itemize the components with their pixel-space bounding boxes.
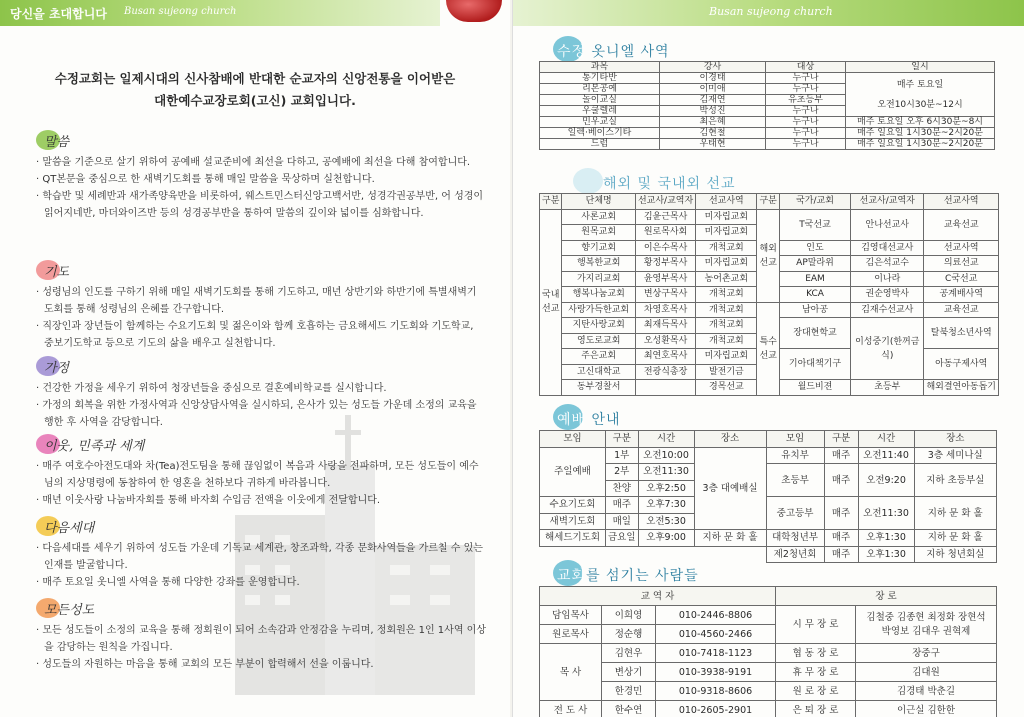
table-cell: 오전11:40 bbox=[858, 447, 914, 464]
table-cell: 010-3938-9191 bbox=[656, 663, 776, 682]
left-page bbox=[0, 0, 510, 717]
section-title: 기도 bbox=[44, 265, 70, 280]
column-header: 과목 bbox=[540, 62, 660, 73]
table-cell: 향기교회 bbox=[562, 240, 636, 256]
table-cell bbox=[856, 606, 997, 644]
table-cell: 매주 bbox=[824, 447, 858, 464]
table-cell: 교육선교 bbox=[924, 302, 999, 318]
table-cell: 인도 bbox=[779, 240, 850, 256]
table-cell: 일렉·베이스기타 bbox=[540, 128, 660, 139]
table-cell: 김대원 bbox=[856, 663, 997, 682]
table-cell: 윤영부목사 bbox=[635, 271, 695, 287]
table-cell: 초등부 bbox=[851, 380, 924, 396]
table-cell: 의료선교 bbox=[924, 256, 999, 272]
list-item: · QT본문을 중심으로 한 새벽기도회를 통해 매일 말씀을 묵상하며 실천합니다. bbox=[36, 171, 486, 188]
table-row bbox=[540, 497, 997, 514]
table-cell: 김영대선교사 bbox=[851, 240, 924, 256]
table-cell: 사랑가득한교회 bbox=[562, 302, 636, 318]
table-cell: 매주 bbox=[824, 464, 858, 497]
table-row bbox=[540, 117, 995, 128]
table-cell: 행복한교회 bbox=[562, 256, 636, 272]
section-word bbox=[36, 128, 486, 222]
section-title: 가정 bbox=[44, 361, 70, 376]
table-cell: 지하 청년회실 bbox=[914, 546, 996, 563]
table-cell: 기아대책기구 bbox=[779, 349, 850, 380]
table-cell: 김은석교수 bbox=[851, 256, 924, 272]
right-header-script: Busan sujeong church bbox=[709, 5, 833, 18]
table-cell: 해외결연아동돕기 bbox=[924, 380, 999, 396]
table-cell: 오후7:30 bbox=[638, 497, 694, 514]
table-row bbox=[540, 530, 997, 547]
table-cell: 리본공예 bbox=[540, 84, 660, 95]
table-cell: 오전9:20 bbox=[858, 464, 914, 497]
section-family bbox=[36, 354, 486, 431]
left-header-band bbox=[0, 0, 440, 26]
table-cell: 3층 대예배실 bbox=[694, 447, 766, 530]
elder-names: 김철중 김종현 최정화 장현석 bbox=[866, 611, 986, 623]
table-cell: 드럼 bbox=[540, 139, 660, 150]
table-cell: 중고등부 bbox=[766, 497, 824, 530]
table-cell: 휴 무 장 로 bbox=[776, 663, 856, 682]
column-header: 일시 bbox=[846, 62, 995, 73]
table-cell: 사론교회 bbox=[562, 209, 636, 225]
table-cell: 찬양 bbox=[606, 480, 639, 497]
table-cell: 발전기금 bbox=[696, 364, 757, 380]
column-header: 모임 bbox=[540, 431, 606, 448]
table-cell: 새벽기도회 bbox=[540, 513, 606, 530]
table-cell: 김경태 박춘길 bbox=[856, 682, 997, 701]
table-cell: 김현철 bbox=[660, 128, 766, 139]
table-cell: 미자립교회 bbox=[696, 256, 757, 272]
list-item: · 학습반 및 세례반과 새가족양육반을 비롯하여, 웨스트민스터신앙고백서반, 성경각권공부반, 어 성경이 읽어지네반, 마더와이즈반 등의 성경공부반을 통하여 말씀의 깊이와 넓이를 심화합니다. bbox=[36, 188, 486, 222]
table-row bbox=[540, 464, 997, 481]
table-cell: 아동구제사역 bbox=[924, 349, 999, 380]
heading-text: 해외 및 국내외 선교 bbox=[603, 176, 736, 192]
table-cell: 담임목사 bbox=[540, 606, 602, 625]
table-cell: 박성진 bbox=[660, 106, 766, 117]
table-cell: 2부 bbox=[606, 464, 639, 481]
column-header: 교 역 자 bbox=[540, 587, 776, 606]
special-label: 특수선교 bbox=[757, 302, 779, 395]
right-page bbox=[512, 0, 1024, 717]
list-item: · 말씀을 기준으로 살기 위하여 공예배 설교준비에 최선을 다하고, 공예배에 최선을 다해 참여합니다. bbox=[36, 154, 486, 171]
table-cell: 수요기도회 bbox=[540, 497, 606, 514]
table-cell: 농어촌교회 bbox=[696, 271, 757, 287]
column-header: 시간 bbox=[638, 431, 694, 448]
table-cell: 장중구 bbox=[856, 644, 997, 663]
table-cell: 유치부 bbox=[766, 447, 824, 464]
table-cell: 이성중기(한꺼금식) bbox=[851, 318, 924, 380]
table-cell: 협 동 장 로 bbox=[776, 644, 856, 663]
table-cell: 개척교회 bbox=[696, 302, 757, 318]
table-cell: 대학청년부 bbox=[766, 530, 824, 547]
table-cell: 누구나 bbox=[766, 128, 846, 139]
table-cell: 제2청년회 bbox=[766, 546, 824, 563]
heading-prefix: 수정 bbox=[557, 44, 587, 60]
section-all-members bbox=[36, 596, 486, 673]
list-item: · 모든 성도들이 소정의 교육을 통해 정회원이 되어 소속감과 안정감을 누리며, 정회원은 1인 1사역 이상을 감당하는 원칙을 가집니다. bbox=[36, 622, 486, 656]
table-cell: 누구나 bbox=[766, 106, 846, 117]
table-cell: 010-4560-2466 bbox=[656, 625, 776, 644]
table-row bbox=[540, 128, 995, 139]
table-cell: 선교사역 bbox=[924, 240, 999, 256]
schedule-line: 오전10시30분~12시 bbox=[877, 99, 963, 110]
list-item: · 건강한 가정을 세우기 위하여 청장년들을 중심으로 결혼예비학교를 실시합니다. bbox=[36, 380, 486, 397]
column-header: 국가/교회 bbox=[779, 194, 850, 210]
table-row bbox=[540, 606, 997, 625]
table-cell: 원목교회 bbox=[562, 225, 636, 241]
table-cell: 김현우 bbox=[602, 644, 656, 663]
table-cell: 해세드기도회 bbox=[540, 530, 606, 547]
table-cell: 원로목사회 bbox=[635, 225, 695, 241]
section-prayer bbox=[36, 258, 486, 352]
table-cell: 010-2605-2901 bbox=[656, 701, 776, 717]
elder-names: 박영보 김대우 권혁제 bbox=[881, 625, 971, 637]
table-cell: T국선교 bbox=[779, 209, 850, 240]
table-cell: 한경민 bbox=[602, 682, 656, 701]
overseas-label: 해외선교 bbox=[757, 209, 779, 302]
table-cell: 미자립교회 bbox=[696, 349, 757, 365]
list-item: · 직장인과 장년들이 함께하는 수요기도회 및 젊은이와 함께 호흡하는 금요해세드 기도회와 기도학교, 중보기도학교 등으로 기도의 삶을 배우고 실천합니다. bbox=[36, 318, 486, 352]
table-cell: 가지리교회 bbox=[562, 271, 636, 287]
column-header: 구분 bbox=[540, 194, 562, 210]
table-cell: 개척교회 bbox=[696, 240, 757, 256]
table-cell: 변상기 bbox=[602, 663, 656, 682]
table-cell: 최은혜 bbox=[660, 117, 766, 128]
list-item: · 다음세대를 세우기 위하여 성도들 가운데 기독교 세계관, 창조과학, 각종 문화사역들을 가르칠 수 있는 인재를 발굴합니다. bbox=[36, 540, 486, 574]
table-cell: 지하 초등부실 bbox=[914, 464, 996, 497]
table-cell: 이희영 bbox=[602, 606, 656, 625]
table-cell: 김윤근목사 bbox=[635, 209, 695, 225]
table-cell: 은 퇴 장 로 bbox=[776, 701, 856, 717]
table-cell: 매주 일요일 1시30분~2시20분 bbox=[846, 128, 995, 139]
table-cell: 누구나 bbox=[766, 139, 846, 150]
table-cell: 경목선교 bbox=[696, 380, 757, 396]
missions-table bbox=[539, 193, 999, 396]
table-row bbox=[540, 139, 995, 150]
intro-statement bbox=[30, 68, 480, 112]
table-cell: 미자립교회 bbox=[696, 209, 757, 225]
heading-prefix: 예배 bbox=[557, 412, 587, 428]
table-cell: 민우교실 bbox=[540, 117, 660, 128]
table-cell: 변상구목사 bbox=[635, 287, 695, 303]
schedule-saturday bbox=[846, 73, 995, 117]
table-cell: 초등부 bbox=[766, 464, 824, 497]
table-cell: 오성환목사 bbox=[635, 333, 695, 349]
list-item: · 매주 토요일 옷니엘 사역을 통해 다양한 강좌를 운영합니다. bbox=[36, 574, 486, 591]
table-cell: 고신대학교 bbox=[562, 364, 636, 380]
table-cell: 공계배사역 bbox=[924, 287, 999, 303]
table-cell: 주은교회 bbox=[562, 349, 636, 365]
heading-prefix: 교회 bbox=[557, 568, 587, 584]
table-row bbox=[540, 546, 997, 563]
table-cell: 김재수선교사 bbox=[851, 302, 924, 318]
table-cell: AP말라위 bbox=[779, 256, 850, 272]
column-header: 모임 bbox=[766, 431, 824, 448]
list-item: · 성도들의 자원하는 마음을 통해 교회의 모든 부분이 합력해서 선을 이룹니다. bbox=[36, 656, 486, 673]
column-header: 선교사/교역자 bbox=[635, 194, 695, 210]
column-header: 장소 bbox=[694, 431, 766, 448]
right-header-band bbox=[513, 0, 1024, 26]
column-header: 선교사/교역자 bbox=[851, 194, 924, 210]
table-cell: 개척교회 bbox=[696, 333, 757, 349]
table-cell: 주일예배 bbox=[540, 447, 606, 497]
column-header: 강사 bbox=[660, 62, 766, 73]
table-row bbox=[540, 73, 995, 84]
table-cell: 개척교회 bbox=[696, 318, 757, 334]
table-cell: 지탄사랑교회 bbox=[562, 318, 636, 334]
table-cell: 오전11:30 bbox=[858, 497, 914, 530]
column-header: 구분 bbox=[757, 194, 779, 210]
section-neighbors bbox=[36, 432, 486, 509]
heading-text: 옷니엘 사역 bbox=[591, 44, 670, 60]
table-cell: 남아공 bbox=[779, 302, 850, 318]
table-cell bbox=[635, 380, 695, 396]
table-cell: 금요일 bbox=[606, 530, 639, 547]
table-cell: 지하 문 화 홀 bbox=[914, 530, 996, 547]
table-cell: 오후2:50 bbox=[638, 480, 694, 497]
table-cell: 원 로 장 로 bbox=[776, 682, 856, 701]
column-header: 단체명 bbox=[562, 194, 636, 210]
table-cell: KCA bbox=[779, 287, 850, 303]
table-cell: 최재득목사 bbox=[635, 318, 695, 334]
table-cell: 교육선교 bbox=[924, 209, 999, 240]
list-item: · 매주 여호수아전도대와 차(Tea)전도팀을 통해 끊임없이 복음과 사랑을 전파하며, 모든 성도들이 예수님의 지상명령에 동참하여 한 영혼을 천하보다 귀하게 바라봅니다. bbox=[36, 458, 486, 492]
table-row bbox=[540, 701, 997, 717]
table-cell: 통기타반 bbox=[540, 73, 660, 84]
table-cell: 우태현 bbox=[660, 139, 766, 150]
table-cell: 누구나 bbox=[766, 84, 846, 95]
table-cell: 전 도 사 bbox=[540, 701, 602, 717]
intro-line-2: 대한예수교장로회(고신) 교회입니다. bbox=[154, 93, 356, 108]
table-cell: 목 사 bbox=[540, 644, 602, 701]
table-cell: 최연호목사 bbox=[635, 349, 695, 365]
table-cell: 이미애 bbox=[660, 84, 766, 95]
section-next-generation bbox=[36, 514, 486, 591]
table-cell: 권순영박사 bbox=[851, 287, 924, 303]
table-cell: 매주 bbox=[824, 546, 858, 563]
table-cell: 동부경찰서 bbox=[562, 380, 636, 396]
list-item: · 가정의 회복을 위한 가정사역과 신앙상담사역을 실시하되, 은사가 있는 성도들 가운데 소정의 교육을 행한 후 사역을 감당합니다. bbox=[36, 397, 486, 431]
table-cell: 오후1:30 bbox=[858, 546, 914, 563]
table-cell: 행복나눔교회 bbox=[562, 287, 636, 303]
othniel-table bbox=[539, 61, 995, 150]
table-cell: 010-9318-8606 bbox=[656, 682, 776, 701]
section-title: 모든성도 bbox=[44, 603, 95, 618]
table-cell: 김재연 bbox=[660, 95, 766, 106]
table-cell: 탈북청소년사역 bbox=[924, 318, 999, 349]
table-cell: 010-2446-8806 bbox=[656, 606, 776, 625]
table-cell: 월드비젼 bbox=[779, 380, 850, 396]
people-table bbox=[539, 586, 997, 717]
column-header: 구분 bbox=[606, 431, 639, 448]
left-header-script: Busan sujeong church bbox=[124, 6, 237, 17]
table-cell: 지하 문 화 홀 bbox=[914, 497, 996, 530]
table-cell: 차영호목사 bbox=[635, 302, 695, 318]
table-row bbox=[540, 302, 999, 318]
table-cell: 놀이교실 bbox=[540, 95, 660, 106]
table-row bbox=[540, 682, 997, 701]
table-cell: 원로목사 bbox=[540, 625, 602, 644]
domestic-label: 국내선교 bbox=[540, 209, 562, 395]
table-cell: 이나라 bbox=[851, 271, 924, 287]
heading-text: 안내 bbox=[591, 412, 621, 428]
table-cell: 안나선교사 bbox=[851, 209, 924, 240]
table-cell: 지하 문 화 홀 bbox=[694, 530, 766, 547]
intro-line-1: 수정교회는 일제시대의 신사참배에 반대한 순교자의 신앙전통을 이어받은 bbox=[54, 71, 456, 86]
table-cell: 매주 토요일 오후 6시30분~8시 bbox=[846, 117, 995, 128]
table-cell: 장대현학교 bbox=[779, 318, 850, 349]
table-cell: 황정부목사 bbox=[635, 256, 695, 272]
table-cell: 시 무 장 로 bbox=[776, 606, 856, 644]
table-cell: C국선교 bbox=[924, 271, 999, 287]
table-cell: 우쿨렐레 bbox=[540, 106, 660, 117]
table-cell: 미자립교회 bbox=[696, 225, 757, 241]
table-cell: EAM bbox=[779, 271, 850, 287]
table-row bbox=[540, 447, 997, 464]
table-cell: 이은수목사 bbox=[635, 240, 695, 256]
table-cell: 이근실 김한한 bbox=[856, 701, 997, 717]
table-row bbox=[540, 644, 997, 663]
table-cell: 정순행 bbox=[602, 625, 656, 644]
column-header: 선교사역 bbox=[696, 194, 757, 210]
table-cell: 1부 bbox=[606, 447, 639, 464]
column-header: 선교사역 bbox=[924, 194, 999, 210]
worship-table bbox=[539, 430, 997, 563]
heading-text: 를 섬기는 사람들 bbox=[586, 568, 699, 584]
table-cell: 한수연 bbox=[602, 701, 656, 717]
table-cell: 오전5:30 bbox=[638, 513, 694, 530]
table-cell: 매주 bbox=[824, 530, 858, 547]
table-cell: 전광식총장 bbox=[635, 364, 695, 380]
column-header: 구분 bbox=[824, 431, 858, 448]
table-cell: 매주 bbox=[606, 497, 639, 514]
section-title: 다음세대 bbox=[44, 521, 95, 536]
left-header-text: 당신을 초대합니다 bbox=[10, 7, 107, 21]
dove-icon bbox=[573, 168, 603, 194]
column-header: 장소 bbox=[914, 431, 996, 448]
table-cell: 유초등부 bbox=[766, 95, 846, 106]
table-cell: 개척교회 bbox=[696, 287, 757, 303]
table-cell: 누구나 bbox=[766, 117, 846, 128]
table-cell: 누구나 bbox=[766, 73, 846, 84]
table-cell: 영도로교회 bbox=[562, 333, 636, 349]
list-item: · 매년 이웃사랑 나눔바자회를 통해 바자회 수입금 전액을 이웃에게 전달합니다. bbox=[36, 492, 486, 509]
column-header: 시간 bbox=[858, 431, 914, 448]
table-cell: 매주 bbox=[824, 497, 858, 530]
table-cell: 오후1:30 bbox=[858, 530, 914, 547]
apple-decoration bbox=[446, 0, 502, 22]
table-cell: 오전11:30 bbox=[638, 464, 694, 481]
list-item: · 성령님의 인도를 구하기 위해 매일 새벽기도회를 통해 기도하고, 매년 상반기와 하반기에 특별새벽기도회를 통해 성령님의 은혜를 간구합니다. bbox=[36, 284, 486, 318]
table-cell: 오전10:00 bbox=[638, 447, 694, 464]
table-row bbox=[540, 209, 999, 225]
table-row bbox=[540, 663, 997, 682]
section-title: 이웃, 민족과 세계 bbox=[44, 439, 145, 454]
column-header: 장 로 bbox=[776, 587, 997, 606]
table-cell: 이경태 bbox=[660, 73, 766, 84]
section-title: 말씀 bbox=[44, 135, 70, 150]
table-cell: 매일 bbox=[606, 513, 639, 530]
column-header: 대상 bbox=[766, 62, 846, 73]
table-cell: 매주 일요일 1시30분~2시20분 bbox=[846, 139, 995, 150]
table-cell: 3층 세미나실 bbox=[914, 447, 996, 464]
schedule-line: 매주 토요일 bbox=[896, 79, 944, 90]
table-cell: 오후9:00 bbox=[638, 530, 694, 547]
table-cell: 010-7418-1123 bbox=[656, 644, 776, 663]
